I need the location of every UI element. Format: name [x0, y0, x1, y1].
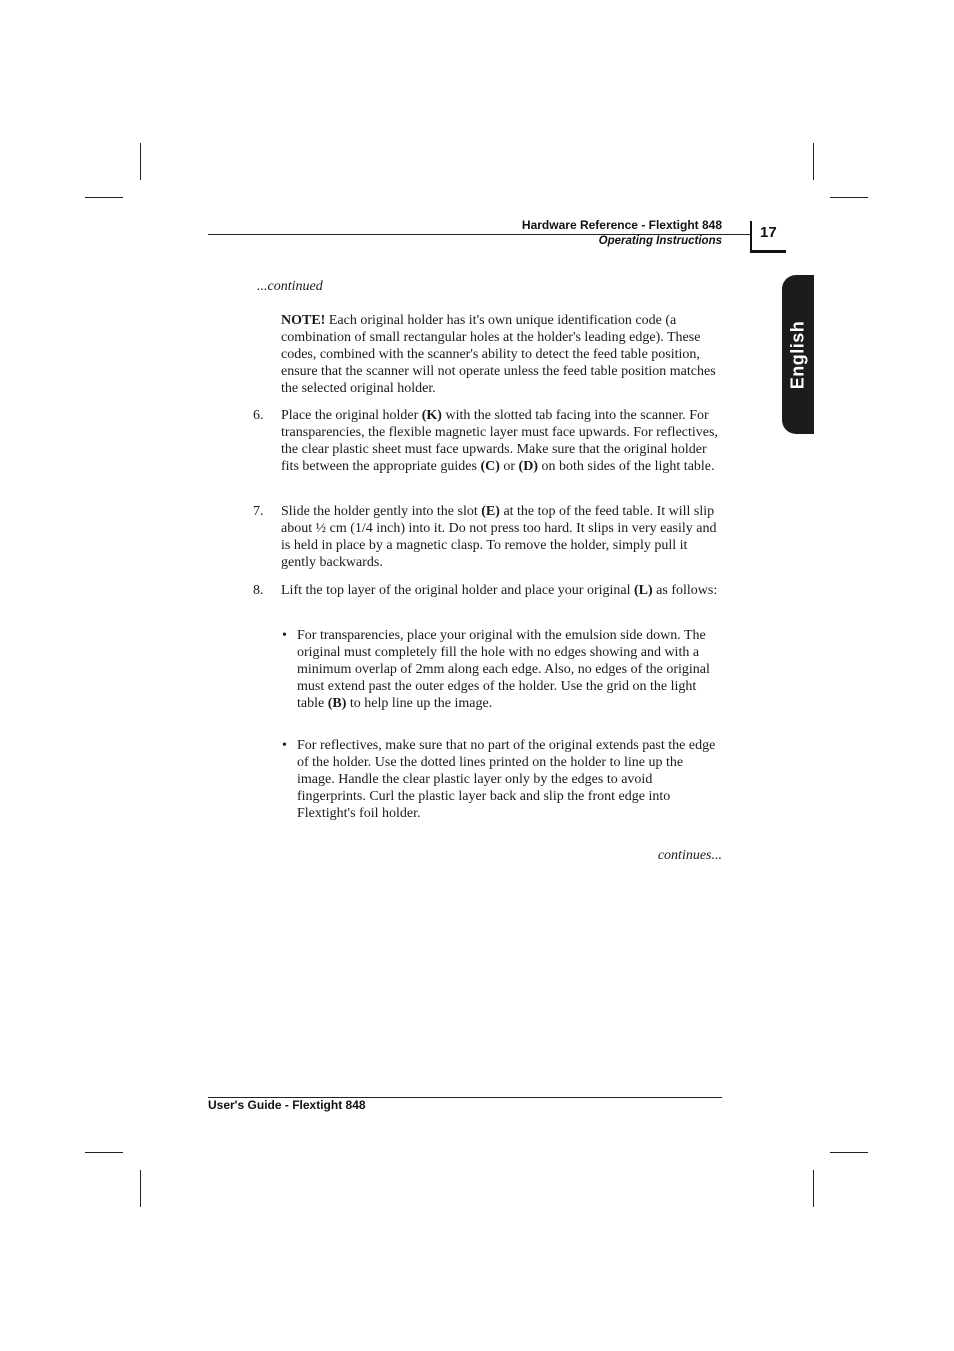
note-label: NOTE!: [281, 313, 326, 328]
footer-title: User's Guide - Flextight 848: [208, 1098, 366, 1112]
step-text: Slide the holder gently into the slot: [281, 504, 482, 519]
step-text: Place the original holder: [281, 408, 422, 423]
bullet-transparencies: [297, 627, 722, 712]
note-text: Each original holder has it's own unique identification code (a combination of small rectangular holes at the holder's leading edge). These codes, combined with the scanner's ability to detect the feed table position, ensure that the scanner will not operate unless the feed table position matches the selected original holder.: [281, 313, 716, 396]
step-number: 6.: [253, 408, 264, 423]
crop-mark: [85, 197, 123, 198]
step-number: 8.: [253, 583, 264, 598]
crop-mark: [813, 1170, 814, 1207]
part-reference: (D): [518, 459, 538, 474]
step-text: on both sides of the light table.: [537, 459, 715, 474]
note-paragraph: [281, 312, 721, 397]
page-number-box: [750, 221, 786, 253]
bullet-text: For reflectives, make sure that no part of the original extends past the edge of the holder. Use the dotted lines printed on the holder to line up the image. Handle the clear plastic layer only by the edges to avoid fingerprints. Curl the plastic layer back and slip the front edge into Flextight's foil holder.: [297, 738, 716, 821]
bullet-reflectives: [297, 737, 722, 822]
part-reference: (E): [481, 504, 500, 519]
continued-label: ...continued: [257, 279, 323, 294]
language-tab: [782, 275, 814, 434]
part-reference: (C): [480, 459, 500, 474]
page-number: 17: [760, 224, 777, 241]
part-reference: (B): [327, 696, 347, 711]
step-text: Lift the top layer of the original holder and place your original: [281, 583, 634, 598]
step-number: 7.: [253, 504, 264, 519]
step-text: at the top of the feed table. It will slip about ½ cm (1/4 inch) into it. Do not press too hard. It slips in very easily and is held in place by a magnetic clasp. To remove the holder, simply pull it gently backwards.: [281, 504, 717, 570]
crop-mark: [140, 143, 141, 180]
step-8-text: [281, 582, 721, 599]
crop-mark: [813, 143, 814, 180]
crop-mark: [830, 1152, 868, 1153]
continues-label: continues...: [657, 848, 722, 863]
step-6-text: [281, 407, 721, 475]
step-7-text: [281, 503, 721, 571]
crop-mark: [830, 197, 868, 198]
header-subtitle: Operating Instructions: [598, 235, 722, 247]
crop-mark: [140, 1170, 141, 1207]
step-text: with the slotted tab facing into the scanner. For transparencies, the flexible magnetic layer must face upwards. For reflectives, the clear plastic sheet must face upwards. Make sure that the original holder fits between the appropriate guides: [281, 408, 718, 474]
bullet-text: For transparencies, place your original with the emulsion side down. The original must completely fill the hole with no edges showing and with a minimum overlap of 2mm along each edge. Also, no edges of the original must extend past the outer edges of the holder. Use the grid on the light table: [297, 628, 710, 711]
bullet-icon: •: [282, 738, 287, 753]
part-reference: (K): [421, 408, 442, 423]
part-reference: (L): [634, 583, 653, 598]
bullet-icon: •: [282, 628, 287, 643]
language-tab-label: English: [787, 320, 808, 389]
crop-mark: [85, 1152, 123, 1153]
bullet-text: to help line up the image.: [346, 696, 493, 711]
step-text: or: [499, 459, 519, 474]
step-text: as follows:: [652, 583, 718, 598]
header-title: Hardware Reference - Flextight 848: [521, 218, 722, 232]
